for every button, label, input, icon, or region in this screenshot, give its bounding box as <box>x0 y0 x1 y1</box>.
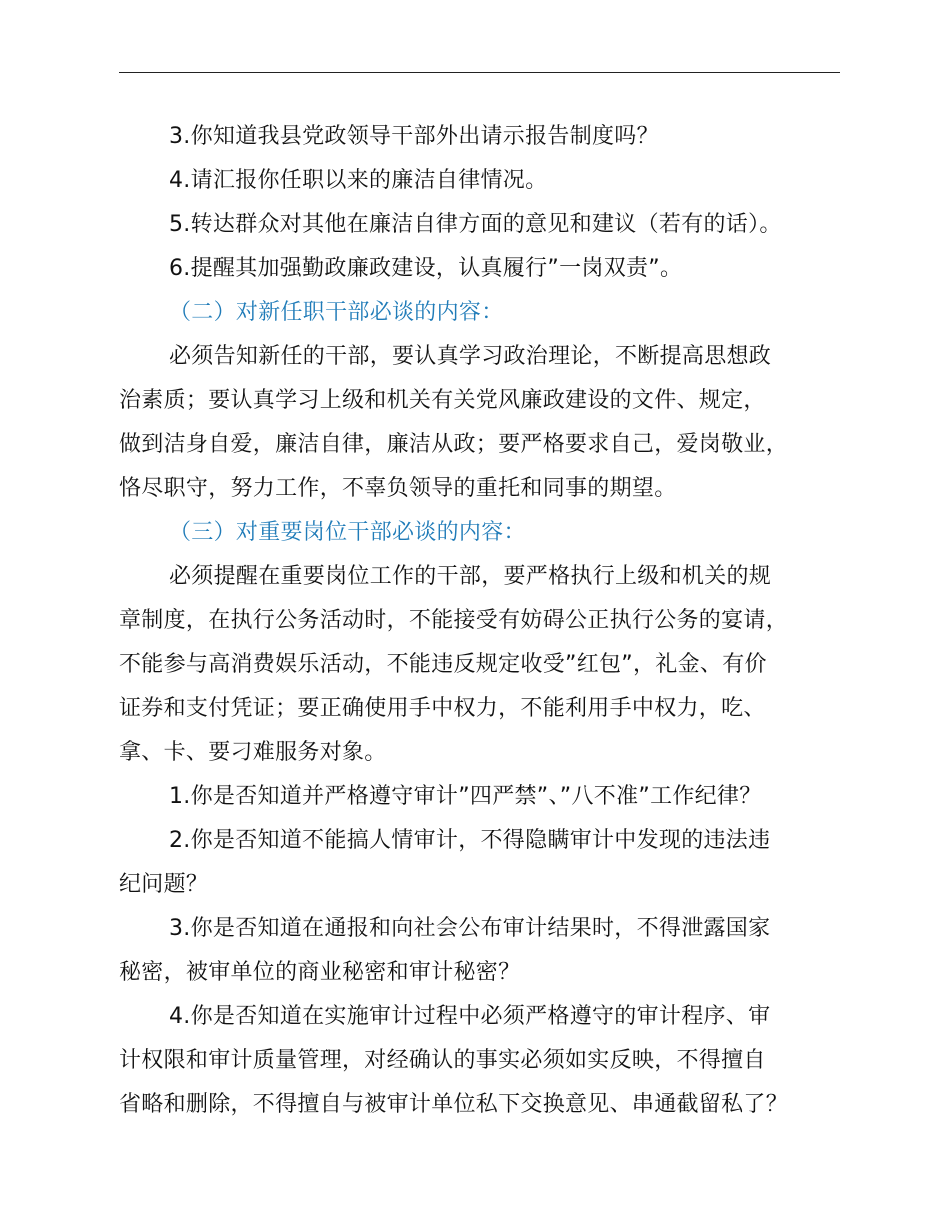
question-item-3: 3.你是否知道在通报和向社会公布审计结果时，不得泄露国家 <box>169 916 771 941</box>
document-body <box>119 115 854 1127</box>
paragraph-line: 恪尽职守，努力工作，不辜负领导的重托和同事的期望。 <box>119 476 677 501</box>
paragraph-line: 计权限和审计质量管理，对经确认的事实必须如实反映，不得擅自 <box>119 1048 766 1073</box>
paragraph-line: 秘密，被审单位的商业秘密和审计秘密？ <box>119 960 521 985</box>
question-item-4: 4.你是否知道在实施审计过程中必须严格遵守的审计程序、审 <box>169 1004 771 1029</box>
question-item-2: 2.你是否知道不能搞人情审计，不得隐瞒审计中发现的违法违 <box>169 828 771 853</box>
paragraph-line: 治素质；要认真学习上级和机关有关党风廉政建设的文件、规定， <box>119 388 766 413</box>
paragraph-line: 证券和支付凭证；要正确使用手中权力，不能利用手中权力，吃、 <box>119 696 766 721</box>
list-item-3: 3.你知道我县党政领导干部外出请示报告制度吗？ <box>169 124 659 149</box>
section-heading-3: （三）对重要岗位干部必谈的内容： <box>169 520 526 545</box>
paragraph-line: 省略和删除，不得擅自与被审计单位私下交换意见、串通截留私了？ <box>119 1092 789 1117</box>
section-heading-2: （二）对新任职干部必谈的内容： <box>169 300 504 325</box>
paragraph-line: 必须告知新任的干部，要认真学习政治理论，不断提高思想政 <box>169 344 772 369</box>
paragraph-line: 章制度，在执行公务活动时，不能接受有妨碍公正执行公务的宴请， <box>119 608 789 633</box>
list-item-5: 5.转达群众对其他在廉洁自律方面的意见和建议（若有的话）。 <box>169 212 782 237</box>
paragraph-line: 做到洁身自爱，廉洁自律，廉洁从政；要严格要求自己，爱岗敬业， <box>119 432 789 457</box>
paragraph-line: 纪问题？ <box>119 872 209 897</box>
paragraph-line: 不能参与高消费娱乐活动，不能违反规定收受”红包”，礼金、有价 <box>119 652 767 677</box>
header-rule <box>119 72 840 73</box>
list-item-6: 6.提醒其加强勤政廉政建设，认真履行”一岗双责”。 <box>169 256 683 281</box>
paragraph-line: 必须提醒在重要岗位工作的干部，要严格执行上级和机关的规 <box>169 564 772 589</box>
list-item-4: 4.请汇报你任职以来的廉洁自律情况。 <box>169 168 548 193</box>
question-item-1: 1.你是否知道并严格遵守审计”四严禁”、”八不准”工作纪律？ <box>169 784 762 809</box>
paragraph-line: 拿、卡、要刁难服务对象。 <box>119 740 387 765</box>
